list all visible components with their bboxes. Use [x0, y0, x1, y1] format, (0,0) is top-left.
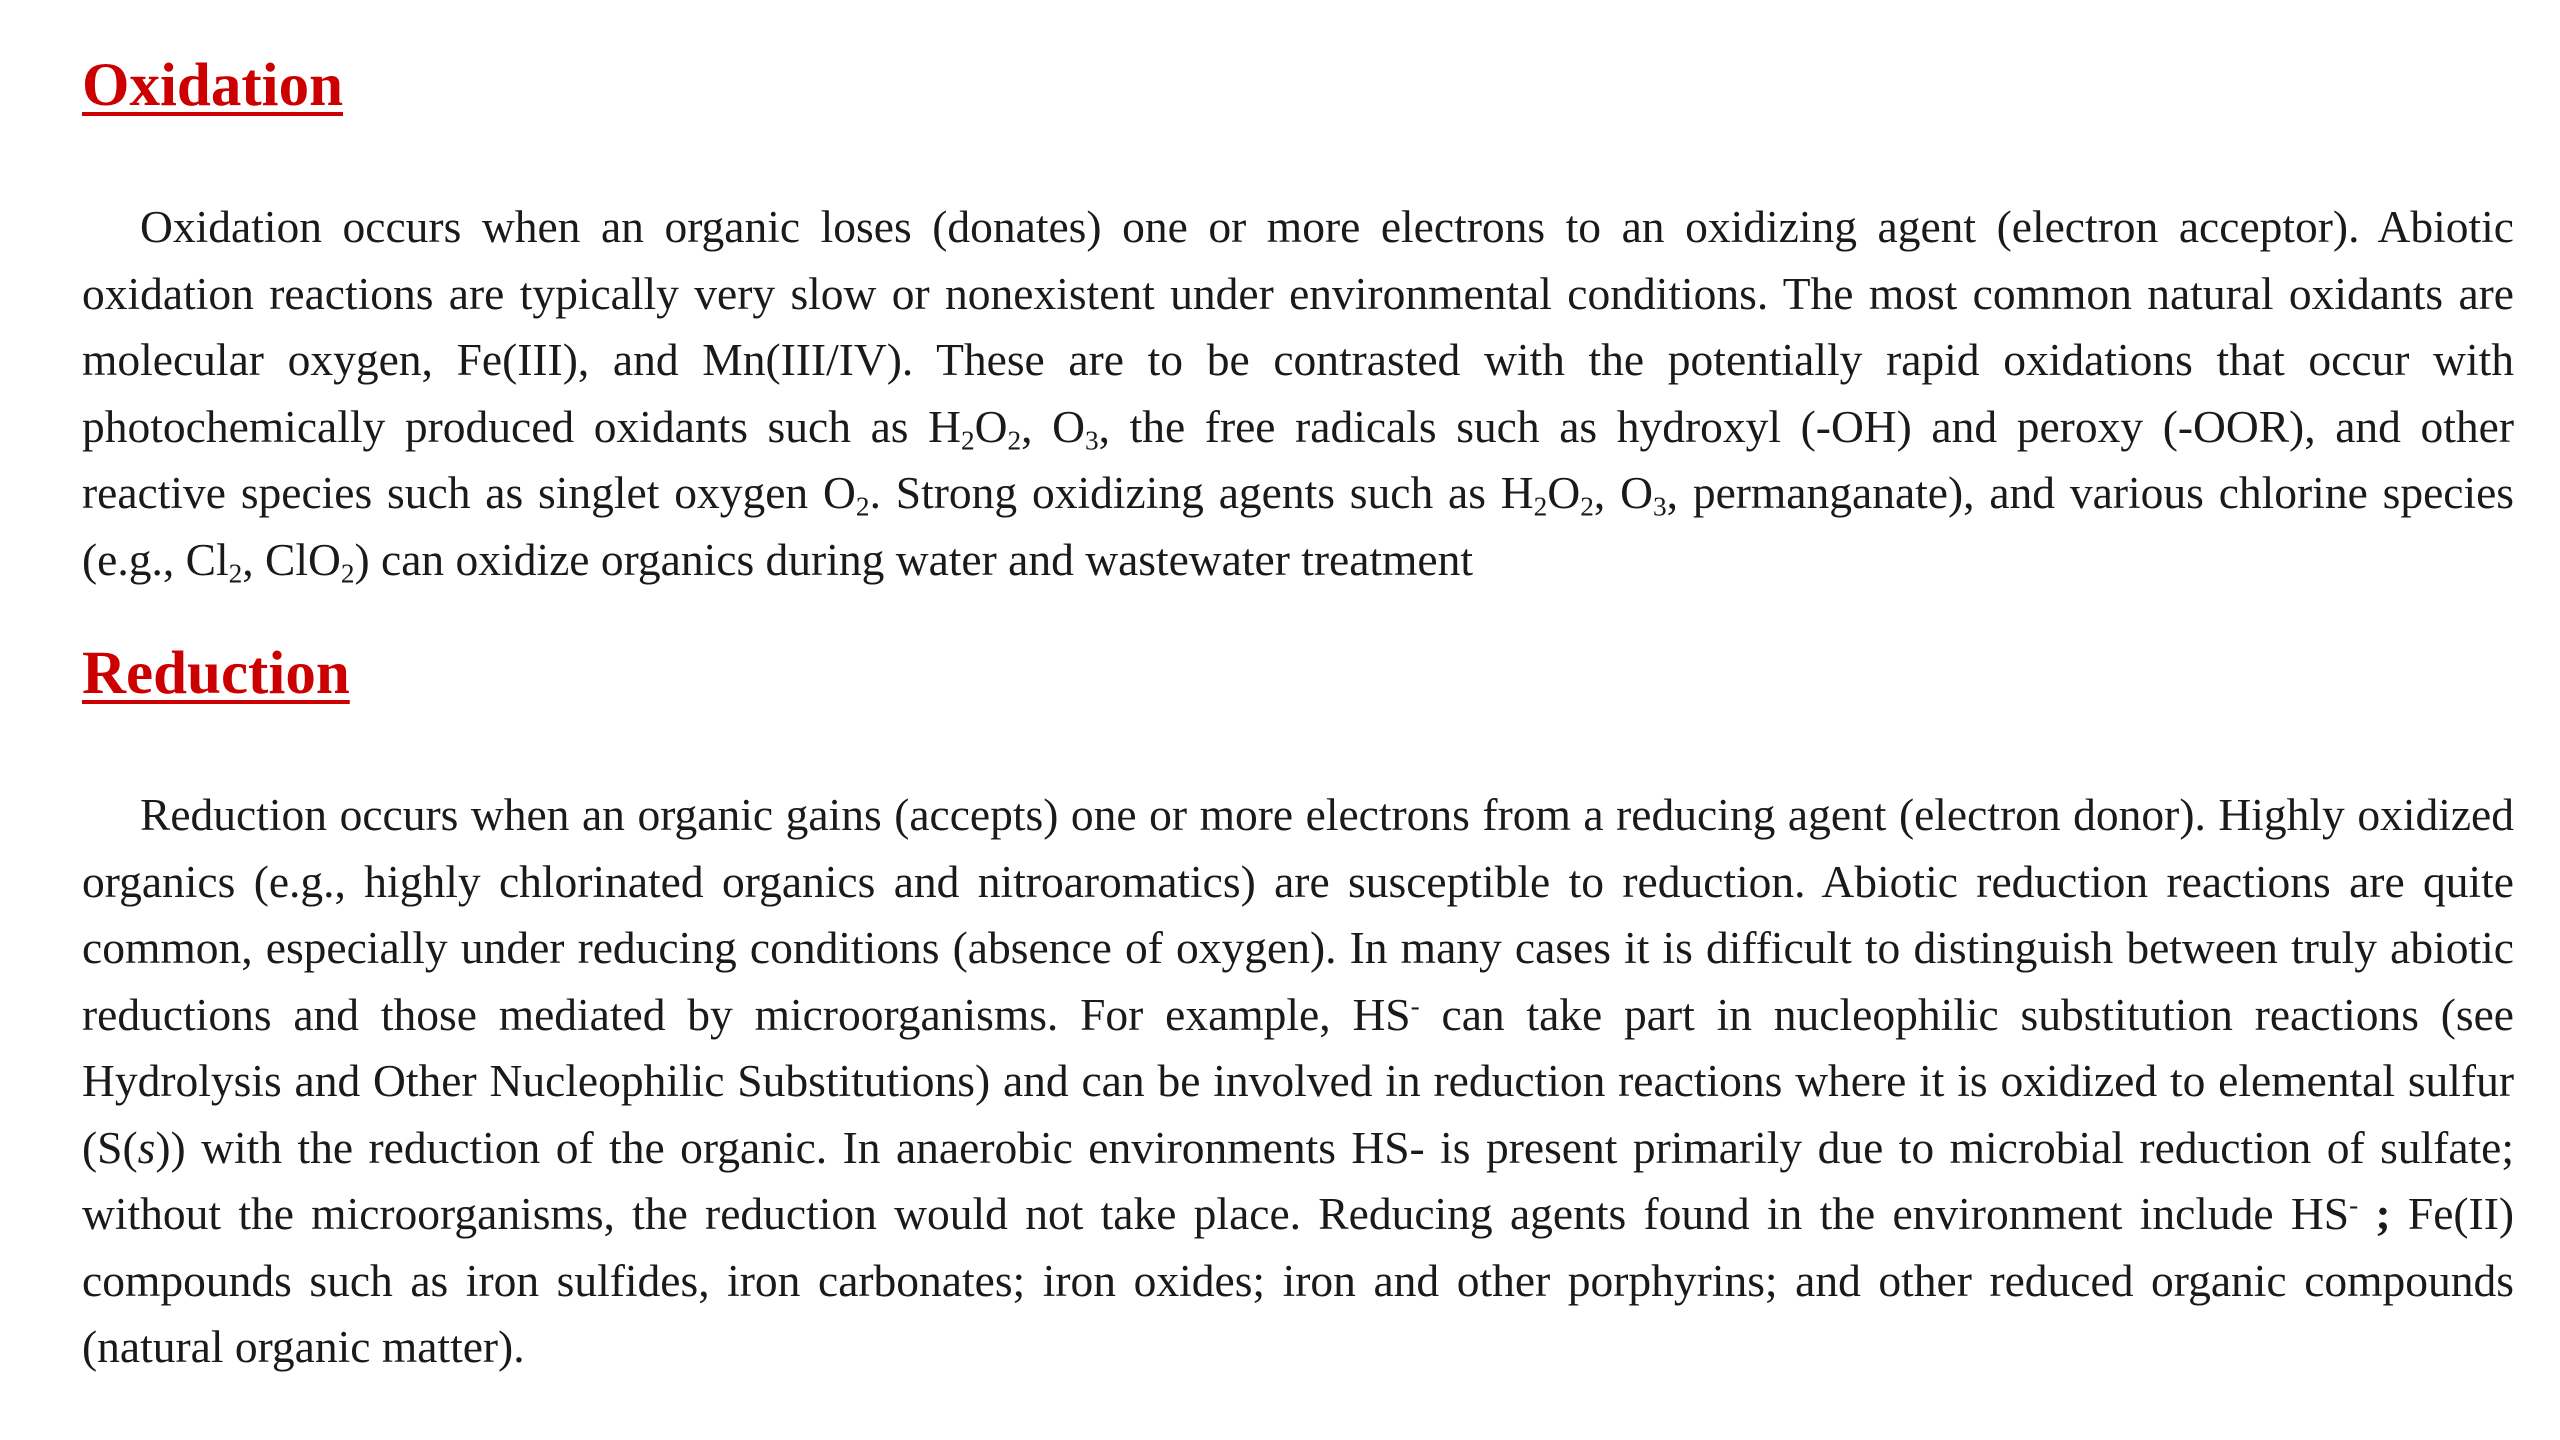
document-page [82, 40, 2514, 1381]
section-paragraph-reduction: Reduction occurs when an organic gains (accepts) one or more electrons from a reducing agent (electron donor). Highly oxidized organics (e.g., highly chlorinated organics and nitroaromatics) are susceptible to reduction. Abiotic reduction reactions are quite common, especially under reducing conditions (absence of oxygen). In many cases it is difficult to distinguish between truly abiotic reductions and those mediated by microorganisms. For example, HS- can take part in nucleophilic substitution reactions (see Hydrolysis and Other Nucleophilic Substitutions) and can be involved in reduction reactions where it is oxidized to elemental sulfur (S(s)) with the reduction of the organic. In anaerobic environments HS- is present primarily due to microbial reduction of sulfate; without the microorganisms, the reduction would not take place. Reducing agents found in the environment include HS- ; Fe(II) compounds such as iron sulfides, iron carbonates; iron oxides; iron and other porphyrins; and other reduced organic compounds (natural organic matter). [82, 789, 2514, 1372]
section-paragraph-oxidation: Oxidation occurs when an organic loses (donates) one or more electrons to an oxidizing agent (electron acceptor). Abiotic oxidation reactions are typically very slow or nonexistent under environmental conditions. The most common natural oxidants are molecular oxygen, Fe(III), and Mn(III/IV). These are to be contrasted with the potentially rapid oxidations that occur with photochemically produced oxidants such as $H_2O_2$, $O_3$, the free radicals such as hydroxyl (-OH) and peroxy (-OOR), and other reactive species such as singlet oxygen $O_2$. Strong oxidizing agents such as $H_2O_2$, $O_3$, permanganate), and various chlorine species (e.g., $Cl_2$, ClO$_2$) can oxidize organics during water and wastewater treatment [82, 201, 2515, 589]
section-heading-reduction: Reduction [82, 640, 350, 707]
section-heading-oxidation: Oxidation [82, 52, 344, 119]
